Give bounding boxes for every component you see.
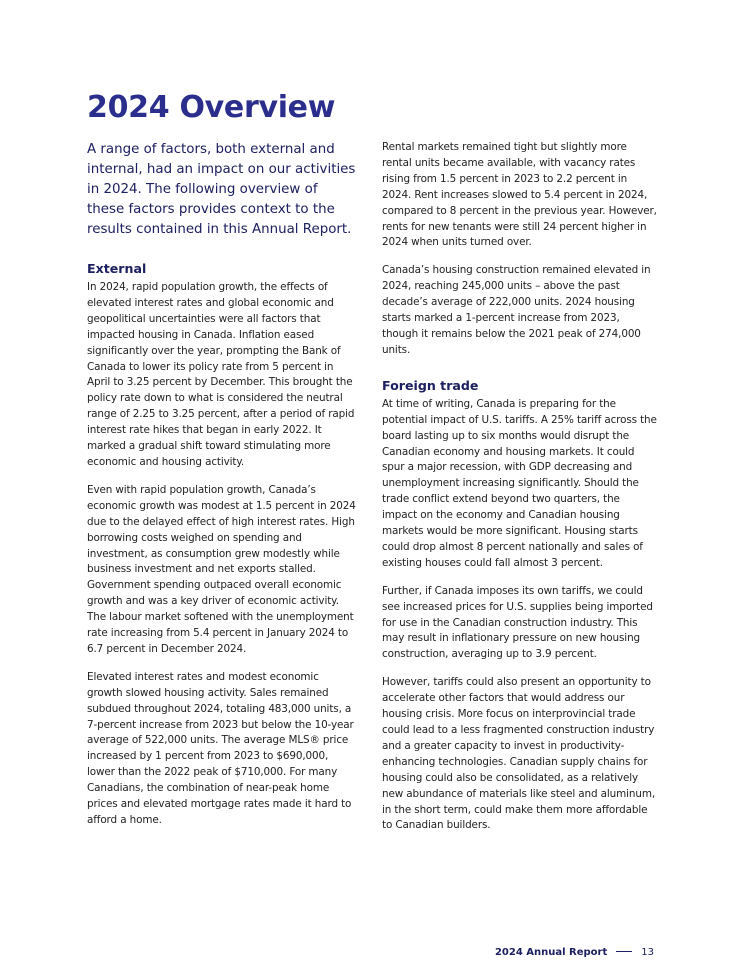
left-column	[87, 140, 357, 841]
right-column	[382, 140, 658, 846]
page-number: 13	[641, 947, 654, 958]
foreign-trade-paragraph-2: Further, if Canada imposes its own tariffs, we could see increased prices for U.S. supplies being imported for use in the Canadian construction industry. This may result in inflationary pressure on new housing construction, averaging up to 3.9 percent.	[382, 584, 653, 661]
page-footer	[0, 946, 654, 960]
foreign-trade-paragraph-1: At time of writing, Canada is preparing for the potential impact of U.S. tariffs. A 25% tariff across the board lasting up to six months would disrupt the Canadian economy and housing markets. It could spur a major recession, with GDP decreasing and unemployment increasing significantly. Should the trade conflict extend beyond two quarters, the impact on the economy and Canadian housing markets would be more significant. Housing starts could drop almost 8 percent nationally and sales of existing houses could fall almost 3 percent.	[382, 397, 657, 569]
external-paragraph-4: Rental markets remained tight but slightly more rental units became available, with vacancy rates rising from 1.5 percent in 2023 to 2.2 percent in 2024. Rent increases slowed to 5.4 percent in 2024, compared to 8 percent in the previous year. However, rents for new tenants were still 24 percent higher in 2024 when units turned over.	[382, 141, 657, 249]
foreign-trade-paragraph-3: However, tariffs could also present an opportunity to accelerate other factors that would address our housing crisis. More focus on interprovincial trade could lead to a less fragmented construction industry and a greater capacity to invest in productivity-enhancing technologies. Canadian supply chains for housing could also be consolidated, as a relatively new abundance of materials like steel and aluminum, in the short term, could make them more affordable to Canadian builders.	[382, 676, 656, 832]
intro-paragraph: A range of factors, both external and internal, had an impact on our activities in 2024. The following overview of these factors provides context to the results contained in this Annual Report.	[87, 142, 356, 237]
footer-divider	[616, 951, 632, 952]
external-paragraph-5: Canada’s housing construction remained elevated in 2024, reaching 245,000 units – above the past decade’s average of 222,000 units. 2024 housing starts marked a 1-percent increase from 2023, though it remains below the 2021 peak of 274,000 units.	[382, 264, 651, 356]
page-title: 2024 Overview	[87, 90, 336, 125]
footer-report-label: 2024 Annual Report	[494, 947, 608, 958]
external-paragraph-3: Elevated interest rates and modest economic growth slowed housing activity. Sales remained subdued throughout 2024, totaling 483,000 units, a 7-percent increase from 2023 but below the 10-year average of 522,000 units. The average MLS® price increased by 1 percent from 2023 to $690,000, lower than the 2022 peak of $710,000. For many Canadians, the combination of near-peak home prices and elevated mortgage rates made it hard to afford a home.	[87, 670, 354, 826]
external-paragraph-2: Even with rapid population growth, Canada’s economic growth was modest at 1.5 percent in 2024 due to the delayed effect of high interest rates. High borrowing costs weighed on spending and investment, as consumption grew modestly while business investment and net exports stalled. Government spending outpaced overall economic growth and was a key driver of economic activity. The labour market softened with the unemployment rate increasing from 5.4 percent in January 2024 to 6.7 percent in December 2024.	[87, 483, 356, 655]
external-paragraph-1: In 2024, rapid population growth, the effects of elevated interest rates and global economic and geopolitical uncertainties were all factors that impacted housing in Canada. Inflation eased significantly over the year, prompting the Bank of Canada to lower its policy rate from 5 percent in April to 3.25 percent by December. This brought the policy rate down to what is considered the neutral range of 2.25 to 3.25 percent, after a period of rapid interest rate hikes that began in early 2022. It marked a gradual shift toward stimulating more economic and housing activity.	[87, 281, 355, 468]
section-heading-foreign-trade: Foreign trade	[382, 377, 479, 393]
section-heading-external: External	[87, 261, 147, 276]
